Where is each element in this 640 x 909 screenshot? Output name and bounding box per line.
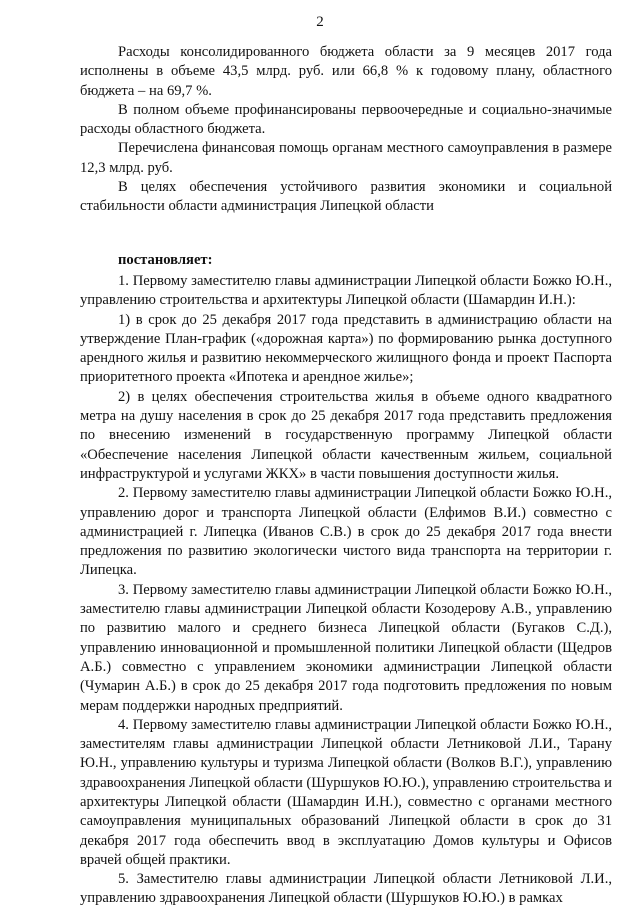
intro-paragraph: Перечислена финансовая помощь органам местного самоуправления в размере 12,3 млрд. руб. [80, 140, 612, 176]
decree-paragraph: 5. Заместителю главы администрации Липецкой области Летниковой Л.И., управлению здравоохранения Липецкой области (Шуршуков Ю.Ю.) в рамках [80, 871, 612, 907]
decree-paragraph: 2. Первому заместителю главы администрации Липецкой области Божко Ю.Н., управлению дорог и транспорта Липецкой области (Елфимов В.И.) совместно с администрацией г. Липецка (Иванов С.В.) в срок до 25 декабря 2017 года внести предложения по развитию экологически чистого вида транспорта на территории г. Липецка. [80, 485, 612, 579]
decree-paragraph: 1) в срок до 25 декабря 2017 года представить в администрацию области на утверждение План-график («дорожная карта») по формированию рынка доступного арендного жилья и развитию некоммерческого жилищного фонда и проект Паспорта приоритетного проекта «Ипотека и арендное жилье»; [80, 311, 612, 386]
page-number: 2 [316, 14, 324, 30]
resolve-heading: постановляет: [118, 251, 213, 268]
decree-paragraph: 1. Первому заместителю главы администрации Липецкой области Божко Ю.Н., управлению строительства и архитектуры Липецкой области (Шамардин И.Н.): [80, 272, 612, 309]
intro-paragraph: Расходы консолидированного бюджета области за 9 месяцев 2017 года исполнены в объеме 43,5 млрд. руб. или 66,8 % к годовому плану, областного бюджета – на 69,7 %. [80, 44, 612, 99]
decree-paragraph: 3. Первому заместителю главы администрации Липецкой области Божко Ю.Н., заместителю главы администрации Липецкой области Козодерову А.В., управлению по развитию малого и среднего бизнеса Липецкой области (Бугаков С.Д.), управлению инновационной и промышленной политики Липецкой области (Щедров А.Б.) совместно с управлением экономики администрации Липецкой области (Чумарин А.Б.) в срок до 25 декабря 2017 года подготовить предложения по новым мерам поддержки народных предприятий. [80, 581, 612, 714]
intro-paragraph: В полном объеме профинансированы первоочередные и социально-значимые расходы областного бюджета. [80, 101, 612, 138]
spacer [80, 217, 612, 251]
decree-paragraph: 4. Первому заместителю главы администрации Липецкой области Божко Ю.Н., заместителям главы администрации Липецкой области Летниковой Л.И., Тарану Ю.Н., управлению культуры и туризма Липецкой области (Волков В.Г.), управлению здравоохранения Липецкой области (Шуршуков Ю.Ю.), управлению строительства и архитектуры Липецкой области (Шамардин И.Н.), совместно с органами местного самоуправления муниципальных образований Липецкой области в срок до 31 декабря 2017 года обеспечить ввод в эксплуатацию Домов культуры и Офисов врачей общей практики. [80, 716, 612, 868]
document-body [80, 43, 612, 909]
decree-paragraph: 2) в целях обеспечения строительства жилья в объеме одного квадратного метра на душу населения в срок до 25 декабря 2017 года представить предложения по внесению изменений в государственную программу Липецкой области «Обеспечение населения Липецкой области качественным жильем, социальной инфраструктурой и услугами ЖКХ» в части повышения доступности жилья. [80, 388, 612, 482]
intro-paragraph: В целях обеспечения устойчивого развития экономики и социальной стабильности области администрация Липецкой области [80, 179, 612, 215]
